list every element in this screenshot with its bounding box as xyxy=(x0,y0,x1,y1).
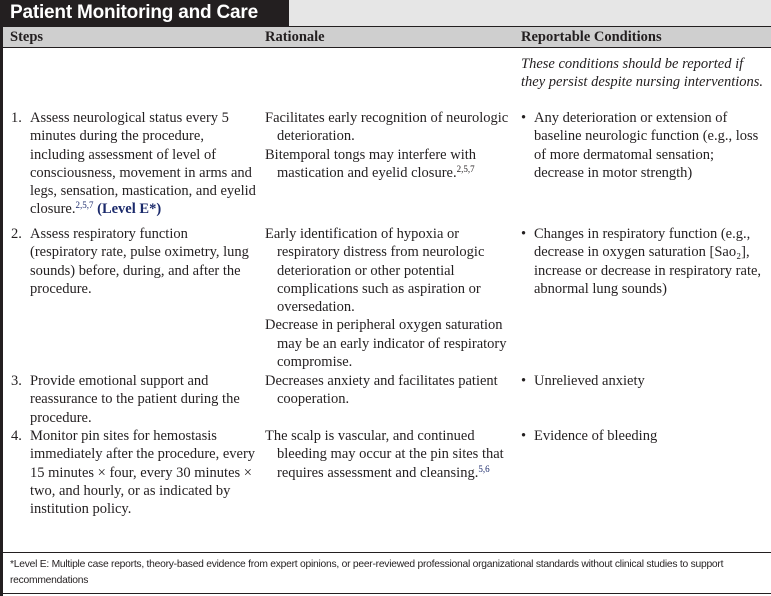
table-row-reportable-4 xyxy=(521,427,766,445)
citation: 2,5,7 xyxy=(456,163,475,174)
table-row-rationale-3 xyxy=(265,372,510,409)
left-border xyxy=(0,0,3,596)
table-row-step-4 xyxy=(11,427,256,518)
bullet-icon: • xyxy=(521,428,527,444)
citation: 2,5,7 xyxy=(75,200,94,211)
table-row-step-1 xyxy=(11,109,256,219)
rationale-paragraph: Decrease in peripheral oxygen saturation may be an early indicator of respiratory compromise. xyxy=(265,317,507,371)
step-number: 1. xyxy=(11,110,22,126)
reportable-item: Any deterioration or extension of baseline neurologic function (e.g., loss of more dermatomal sensation; decrease in motor strength) xyxy=(534,110,759,181)
bullet-icon: • xyxy=(521,373,527,389)
header-rationale: Rationale xyxy=(265,29,325,45)
step-text: Monitor pin sites for hemostasis immediately after the procedure, every 15 minutes × four, every 30 minutes × two, and hourly, or as indicated by institution policy. xyxy=(30,428,256,518)
reportable-intro: These conditions should be reported if they persist despite nursing interventions. xyxy=(521,56,764,91)
rationale-paragraph: Decreases anxiety and facilitates patient cooperation. xyxy=(265,373,498,408)
table-row-reportable-1 xyxy=(521,109,766,182)
table-row-rationale-2 xyxy=(265,225,510,371)
table-row-reportable-3 xyxy=(521,372,766,390)
step-number: 3. xyxy=(11,373,22,389)
table-row-reportable-2 xyxy=(521,225,766,298)
step-number: 2. xyxy=(11,226,22,242)
header-steps: Steps xyxy=(10,29,44,45)
evidence-level: (Level E*) xyxy=(97,201,162,218)
step-text: Assess respiratory function (respiratory rate, pulse oximetry, lung sounds) before, during, and after the procedure. xyxy=(30,226,249,297)
rationale-paragraph: Facilitates early recognition of neurologic deterioration. xyxy=(265,110,509,145)
rationale-paragraph: Early identification of hypoxia or respiratory distress from neurologic deterioration or other potential complications such as aspiration or oversedation. xyxy=(265,226,485,316)
page-title: Patient Monitoring and Care xyxy=(0,0,289,26)
reportable-item: Evidence of bleeding xyxy=(534,428,658,444)
footnote-bottom-rule xyxy=(3,593,771,594)
step-text: Provide emotional support and reassurance to the patient during the procedure. xyxy=(30,373,240,426)
table-row-rationale-4 xyxy=(265,427,510,482)
rationale-paragraph: Bitemporal tongs may interfere with mastication and eyelid closure.$^{2,5,7}$ xyxy=(265,146,477,181)
bullet-icon: • xyxy=(521,110,527,126)
step-text: Assess neurological status every 5 minutes during the procedure, including assessment of level of consciousness, movement in arms and legs, sensation, mastication, and eyelid closure. xyxy=(30,110,256,218)
header-reportable: Reportable Conditions xyxy=(521,29,662,45)
step-number: 4. xyxy=(11,428,22,444)
table-row-rationale-1 xyxy=(265,109,510,182)
reportable-item: Unrelieved anxiety xyxy=(534,373,645,389)
table-row-step-2 xyxy=(11,225,256,298)
table-header xyxy=(3,26,771,48)
bullet-icon: • xyxy=(521,226,527,242)
citation: 5,6 xyxy=(478,463,490,474)
rationale-paragraph: The scalp is vascular, and continued bleeding may occur at the pin sites that requires assessment and cleansing.$^{5,6}$ xyxy=(265,428,504,481)
footnote: *Level E: Multiple case reports, theory-based evidence from expert opinions, or peer-reviewed professional organizational standards without clinical studies to support recommendations xyxy=(10,559,724,586)
reportable-item: Changes in respiratory function (e.g., decrease in oxygen saturation [Sao₂], increase or decrease in respiratory rate, abnormal lung sounds) xyxy=(534,226,762,297)
table-row-step-3 xyxy=(11,372,256,427)
footnote-top-rule xyxy=(3,552,771,553)
